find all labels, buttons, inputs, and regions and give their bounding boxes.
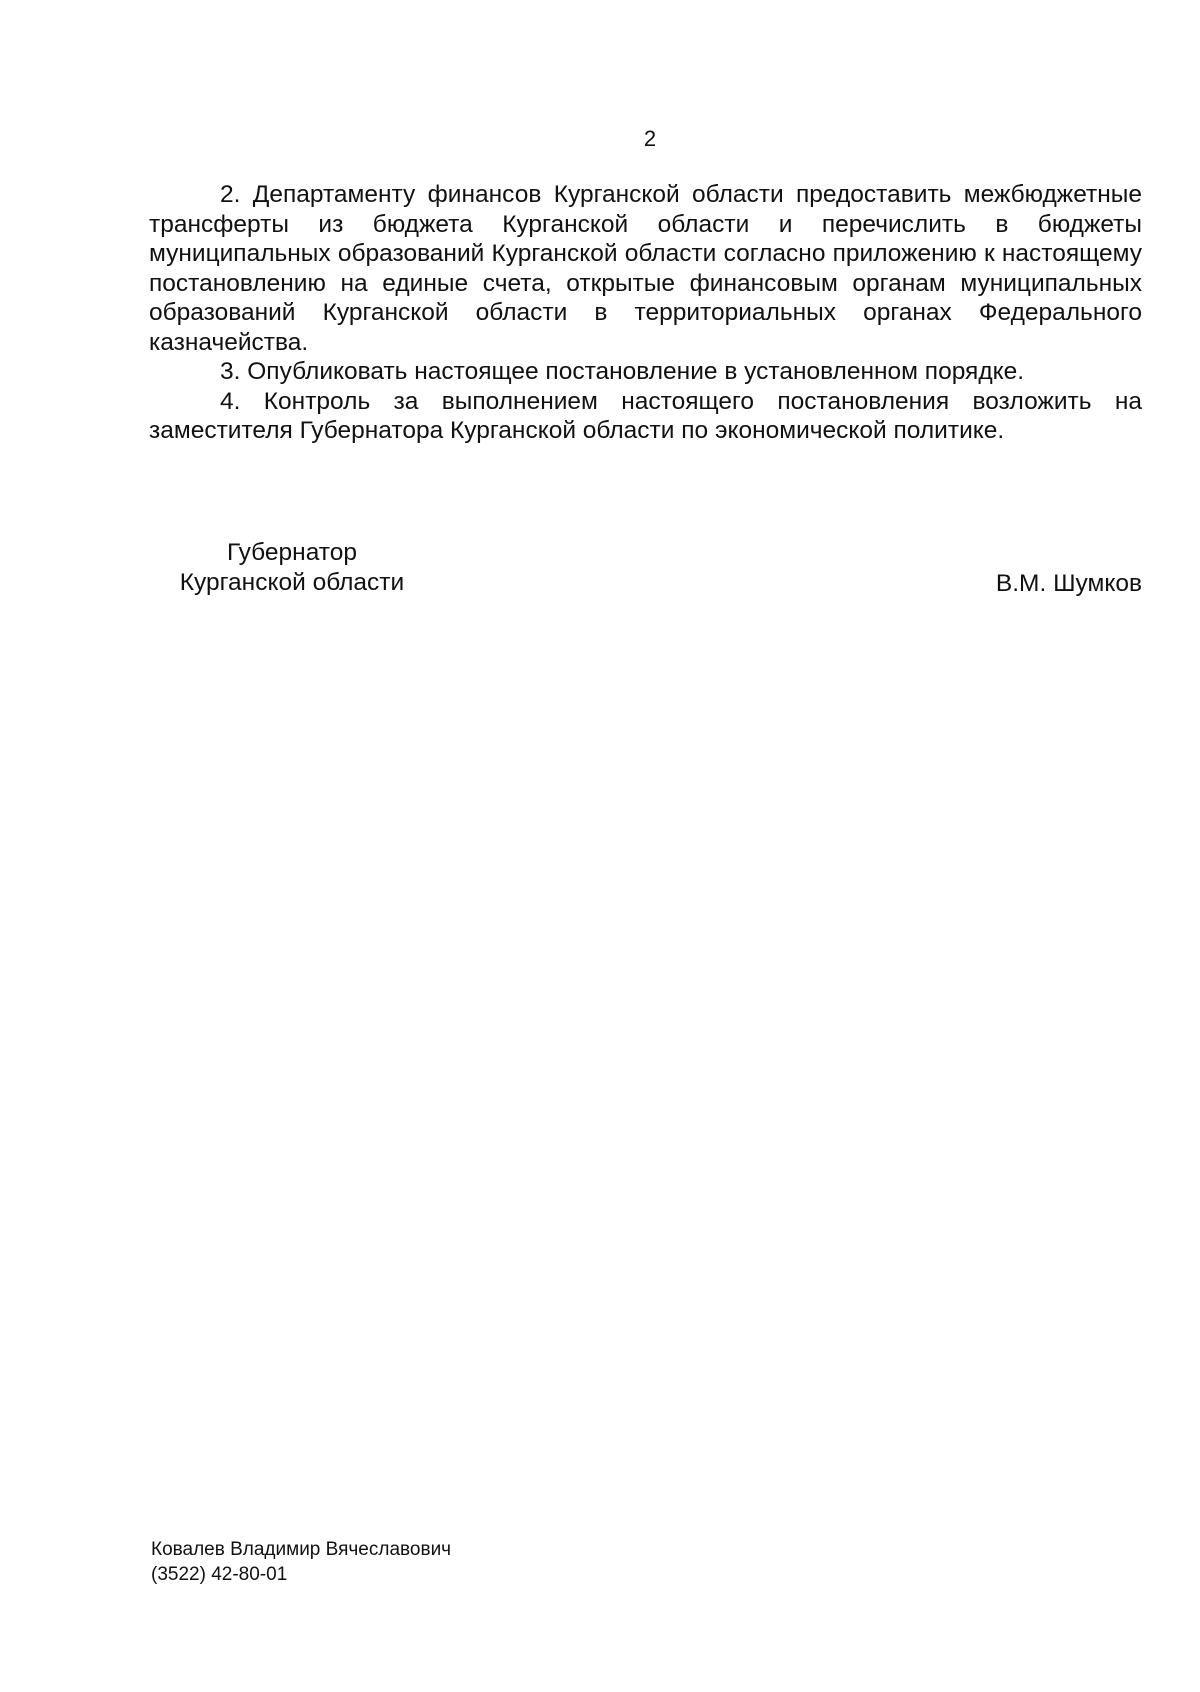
page-number: 2	[643, 126, 657, 151]
paragraph-2: 2. Департаменту финансов Курганской области предоставить межбюджетные трансферты из бюджета Курганской области и перечислить в бюджеты муниципальных образований Курганской области согласно приложению к настоящему постановлению на единые счета, открытые финансовым органам муниципальных образований Курганской области в территориальных органах Федерального казначейства.	[149, 181, 1142, 356]
signature-title	[162, 538, 422, 598]
signature-name: В.М. Шумков	[995, 570, 1142, 597]
paragraph-3: 3. Опубликовать настоящее постановление в установленном порядке.	[220, 358, 1025, 385]
signature-title-line2: Курганской области	[179, 569, 405, 596]
signature-title-line1: Губернатор	[227, 539, 357, 566]
executor-info	[151, 1537, 451, 1587]
executor-name: Ковалев Владимир Вячеславович	[151, 1539, 452, 1560]
paragraph-4: 4. Контроль за выполнением настоящего постановления возложить на заместителя Губернатора Курганской области по экономической политике.	[149, 387, 1142, 444]
executor-phone: (3522) 42-80-01	[151, 1564, 288, 1585]
document-body	[149, 180, 1142, 446]
